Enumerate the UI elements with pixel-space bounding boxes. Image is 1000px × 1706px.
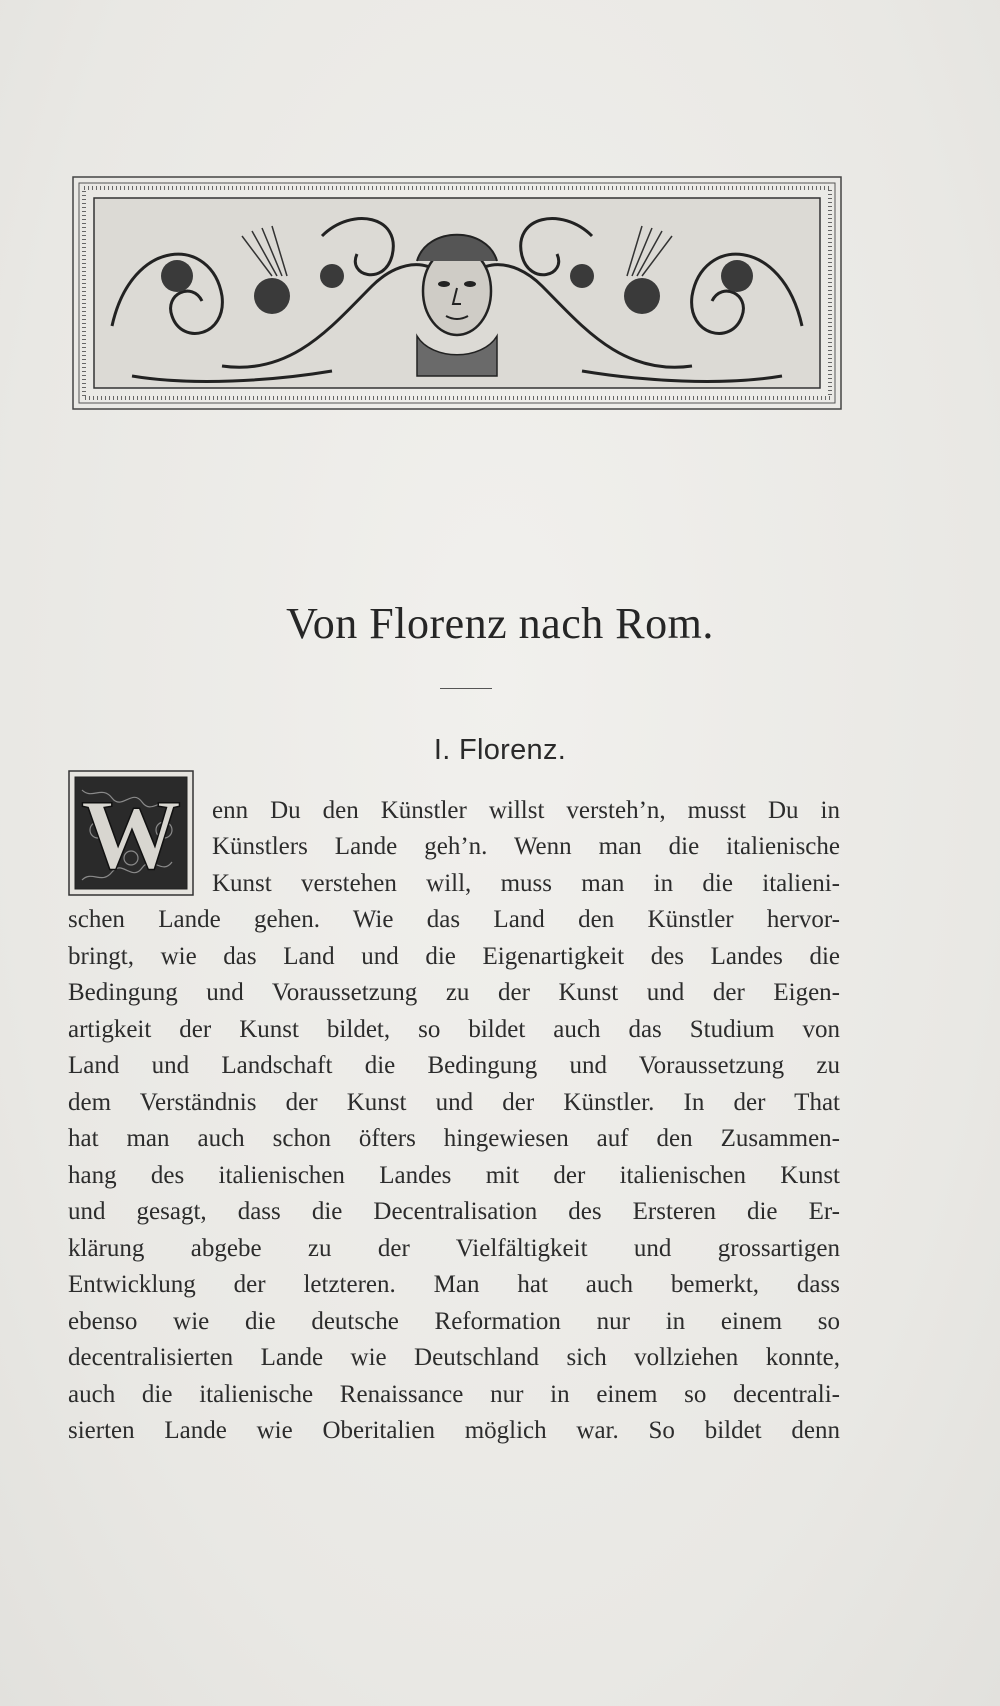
body-line: Bedingung und Voraussetzung zu der Kunst und der Eigen- (68, 979, 840, 1006)
body-line: bringt, wie das Land und die Eigenartigkeit des Landes die (68, 943, 840, 970)
section-heading: I. Florenz. (433, 734, 567, 766)
ornamental-headpiece (72, 176, 842, 410)
body-line: decentralisierten Lande wie Deutschland sich vollziehen konnte, (68, 1344, 840, 1371)
body-line: und gesagt, dass die Decentralisation des Ersteren die Er- (68, 1198, 840, 1225)
body-line: enn Du den Künstler willst versteh’n, musst Du in (212, 797, 840, 824)
body-line: ebenso wie die deutsche Reformation nur in einem so (68, 1308, 840, 1335)
body-line: Künstlers Lande geh’n. Wenn man die italienische (212, 833, 840, 860)
body-line: hang des italienischen Landes mit der italienischen Kunst (68, 1162, 840, 1189)
body-line: Land und Landschaft die Bedingung und Voraussetzung zu (68, 1052, 840, 1079)
body-line: dem Verständnis der Kunst und der Künstler. In der That (68, 1089, 840, 1116)
body-line: Kunst verstehen will, muss man in die italieni- (212, 870, 840, 897)
body-line: klärung abgebe zu der Vielfältigkeit und grossartigen (68, 1235, 840, 1262)
body-line: artigkeit der Kunst bildet, so bildet auch das Studium von (68, 1016, 840, 1043)
body-line: hat man auch schon öfters hingewiesen auf den Zusammen- (68, 1125, 840, 1152)
body-line: sierten Lande wie Oberitalien möglich war. So bildet denn (68, 1417, 840, 1444)
title-divider (440, 688, 492, 689)
body-line: auch die italienische Renaissance nur in einem so decentrali- (68, 1381, 840, 1408)
drop-initial (68, 770, 194, 896)
body-line: Entwicklung der letzteren. Man hat auch bemerkt, dass (68, 1271, 840, 1298)
drop-initial-letter: W (81, 779, 181, 890)
page-title: Von Florenz nach Rom. (286, 599, 714, 648)
body-line: schen Lande gehen. Wie das Land den Künstler hervor- (68, 906, 840, 933)
ornament-scroll-icon (72, 176, 842, 410)
